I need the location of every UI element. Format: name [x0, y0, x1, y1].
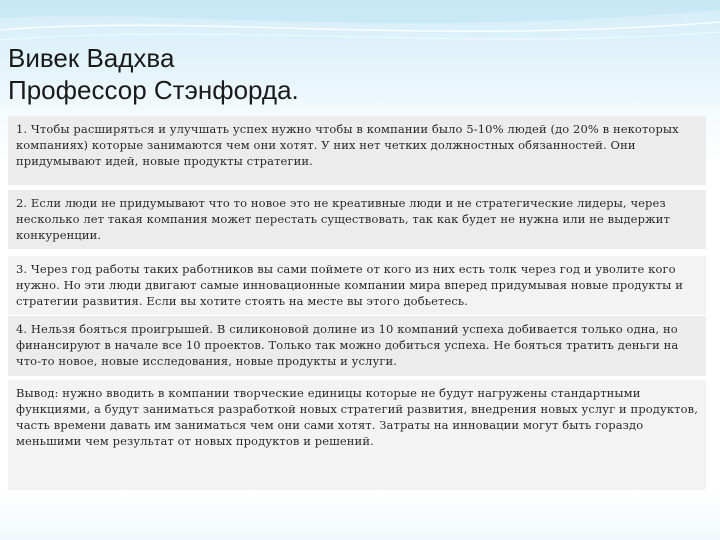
paragraph-box-4: 4. Нельзя бояться проигрышей. В силиконовой долине из 10 компаний успеха добивается только одна, но финансируют в начале все 10 проектов. Только так можно добиться успеха. Не бояться тратить деньги на что-то новое, новые исследования, новые продукты и услуги. — [8, 316, 706, 376]
paragraph-box-1: 1. Чтобы расширяться и улучшать успех нужно чтобы в компании было 5-10% людей (до 20% в некоторых компаниях) которые занимаются чем они хотят. У них нет четких должностных обязанностей. Они придумывают идей, новые продукты стратегии. — [8, 116, 706, 185]
paragraph-box-3: 3. Через год работы таких работников вы сами поймете от кого из них есть толк через год и уволите кого нужно. Но эти люди двигают самые инновационные компании мира вперед придумывая новые продукты и стратегии развития. Если вы хотите стоять на месте вы этого добьетесь. — [8, 256, 706, 315]
conclusion-box: Вывод: нужно вводить в компании творческие единицы которые не будут нагружены стандартными функциями, а будут заниматься разработкой новых стратегий развития, внедрения новых услуг и продуктов, часть времени давать им заниматься чем они сами хотят. Затраты на инновации могут быть гораздо меньшими чем результат от новых продуктов и решений. — [8, 380, 706, 490]
title-line-2: Профессор Стэнфорда. — [8, 75, 299, 105]
title-line-1: Вивек Вадхва — [8, 43, 175, 73]
page-title — [8, 42, 708, 106]
paragraph-box-2: 2. Если люди не придумывают что то новое это не креативные люди и не стратегические лидеры, через несколько лет такая компания может перестать существовать, так как будет не нужна или не выдержит конкуренции. — [8, 190, 706, 249]
bottom-decoration — [0, 490, 720, 540]
